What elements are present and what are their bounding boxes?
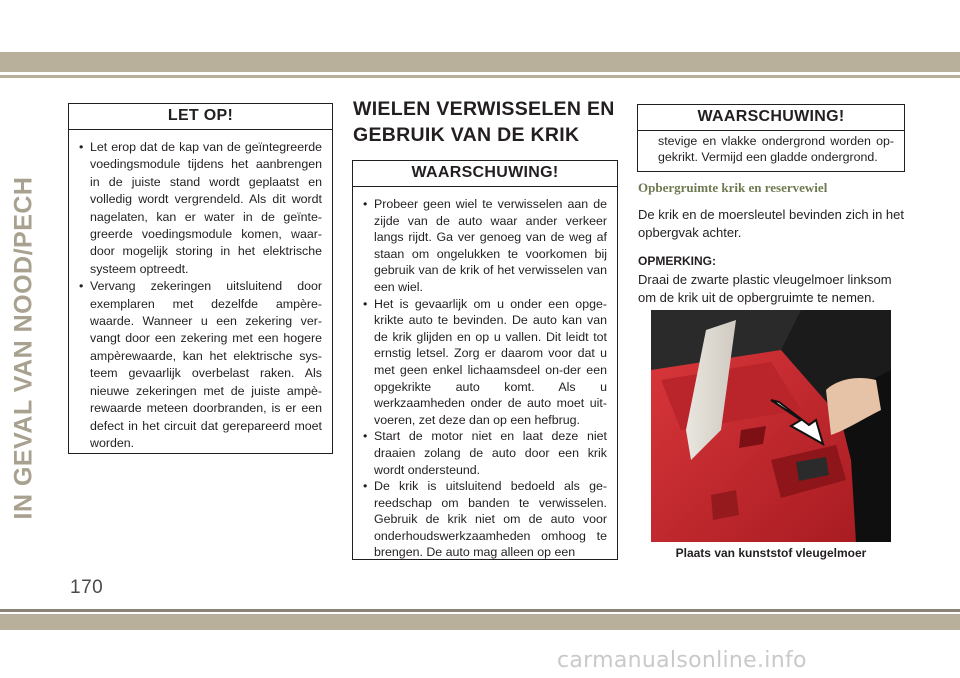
section-title-line-1: WIELEN VERWISSELEN EN bbox=[353, 98, 615, 120]
note-label: OPMERKING: bbox=[638, 254, 716, 268]
warning-item: • Probeer geen wiel te verwisselen aan de zijde van de auto waar ander verkeer langs rijdt. Ga ver genoeg van de weg af staan om ongelukken te voorkomen bij gebruik van de krik of het verwisselen van een wiel. bbox=[363, 196, 607, 296]
top-rule bbox=[0, 75, 960, 78]
top-decorative-band bbox=[0, 52, 960, 72]
chapter-side-label: IN GEVAL VAN NOOD/PECH bbox=[9, 176, 38, 520]
warning-box-title: WAARSCHUWING! bbox=[353, 161, 617, 187]
watermark-text: carmanualsonline.info bbox=[557, 648, 807, 673]
subsection-heading: Opbergruimte krik en reservewiel bbox=[638, 180, 828, 195]
section-title-line-2: GEBRUIK VAN DE KRIK bbox=[353, 124, 580, 146]
caution-item: • Vervang zekeringen uitsluitend door exemplaren met dezelfde ampère-waarde. Wanneer u een zekering ver-vangt door een zekering met een hogere ampèrewaarde, kan het elektrische sys-teem gevaarlijk overbelast raken. Als nieuwe zekeringen met de juiste ampè-rewaarde meteen doorbranden, is er een defect in het circuit dat gerepareerd moet worden. bbox=[79, 278, 322, 452]
bottom-decorative-band bbox=[0, 614, 960, 630]
caution-item: • Let erop dat de kap van de geïntegreerde voedingsmodule tijdens het aanbrengen in de juiste stand wordt geplaatst en volledig wordt vergrendeld. Als dit wordt nagelaten, kan er water in de geïnte-greerde voedingsmodule komen, waar-door mogelijk storing in het elektrische systeem optreedt. bbox=[79, 139, 322, 278]
warning-box-continued bbox=[637, 104, 905, 172]
note-paragraph: Draai de zwarte plastic vleugelmoer linksom om de krik uit de opbergruimte te nemen. bbox=[638, 272, 892, 305]
photo-illustration bbox=[651, 310, 891, 542]
bottom-rule bbox=[0, 609, 960, 612]
cargo-jack-photo bbox=[651, 310, 891, 542]
photo-caption: Plaats van kunststof vleugelmoer bbox=[675, 546, 867, 560]
warning-item: • De krik is uitsluitend bedoeld als ge-reedschap om banden te verwisselen. Gebruik de krik niet om de auto voor onderhoudswerkzaamheden omhoog te brengen. De auto mag alleen op een bbox=[363, 478, 607, 561]
page-number: 170 bbox=[70, 577, 104, 598]
warning-box bbox=[352, 160, 618, 560]
section-title bbox=[353, 96, 623, 148]
warning-item: • Start de motor niet en laat deze niet draaien zolang de auto door een krik wordt ondersteund. bbox=[363, 428, 607, 478]
body-paragraph: De krik en de moersleutel bevinden zich in het opbergvak achter. bbox=[638, 207, 904, 240]
caution-box bbox=[68, 103, 333, 454]
warning-box-continued-text: stevige en vlakke ondergrond worden op-gekrikt. Vermijd een gladde ondergrond. bbox=[658, 134, 894, 164]
warning-item: • Het is gevaarlijk om u onder een opge-krikte auto te bevinden. De auto kan van de krik glijden en op u vallen. Dit leidt tot ernstig letsel. Zorg er daarom voor dat u met geen enkel lichaamsdeel on-der een opgekrikte auto komt. Als u werkzaamheden onder de auto moet uit-voeren, zet deze dan op een hefbrug. bbox=[363, 296, 607, 429]
caution-box-title: LET OP! bbox=[69, 104, 332, 130]
warning-box-continued-title: WAARSCHUWING! bbox=[638, 105, 904, 131]
